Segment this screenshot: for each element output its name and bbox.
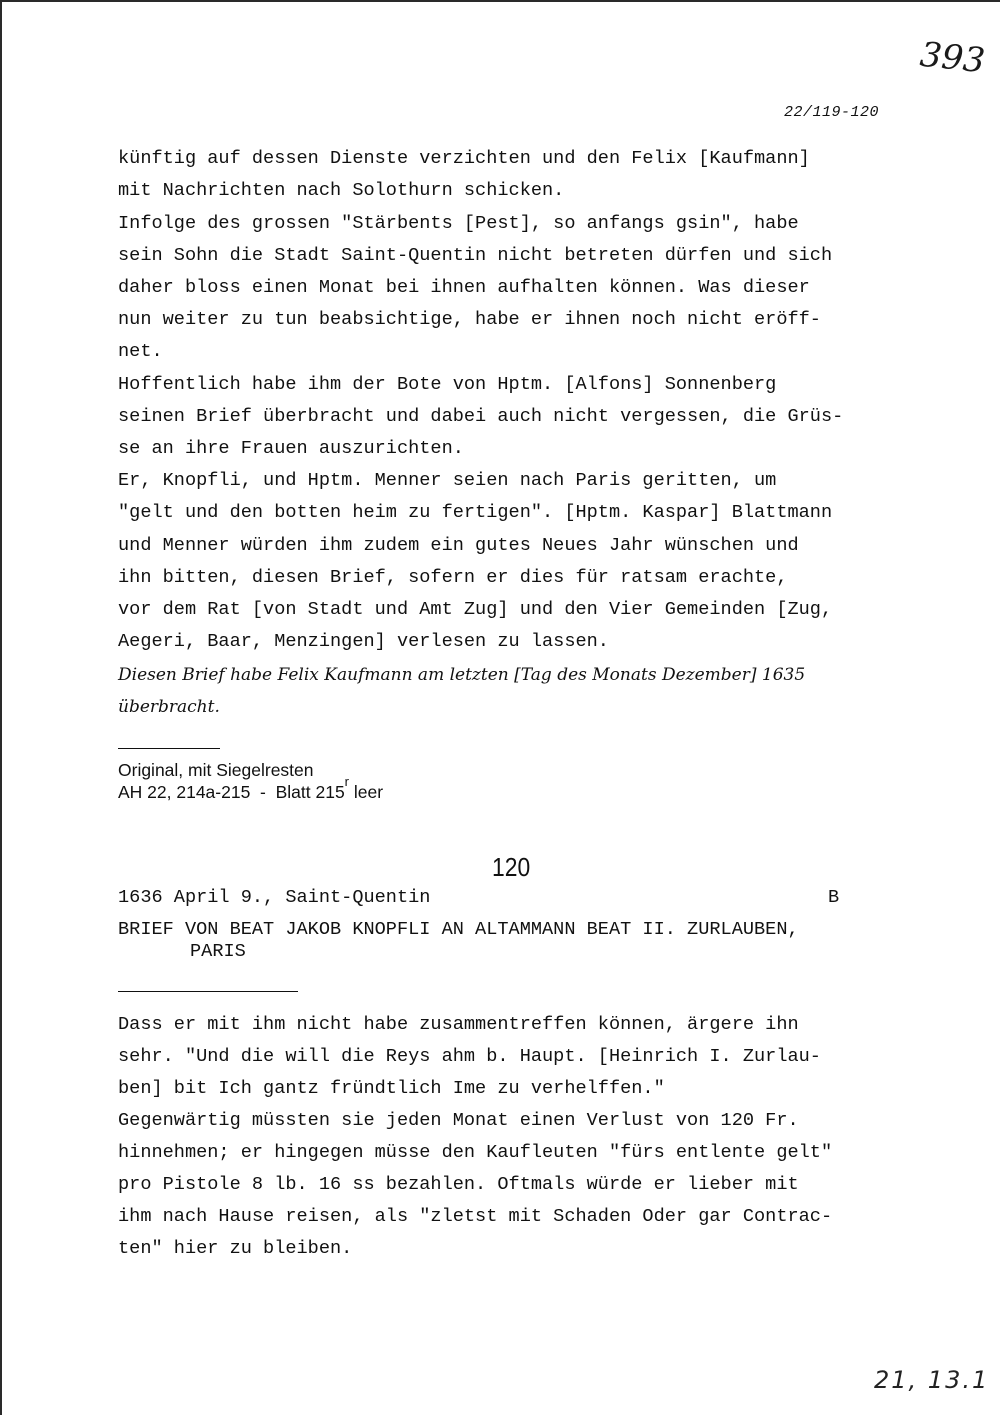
letter120-line: pro Pistole 8 lb. 16 ss bezahlen. Oftmals würde er lieber mit (118, 1174, 799, 1195)
letter120-line: hinnehmen; er hingegen müsse den Kaufleuten "fürs entlente gelt" (118, 1142, 833, 1163)
separator-rule (118, 748, 220, 749)
letter120-line: Dass er mit ihm nicht habe zusammentreffen können, ärgere ihn (118, 1014, 799, 1035)
letter119-line: se an ihre Frauen auszurichten. (118, 438, 464, 459)
letter120-line: ten" hier zu bleiben. (118, 1238, 353, 1259)
document-number: 120 (492, 852, 531, 882)
letter119-line: mit Nachrichten nach Solothurn schicken. (118, 180, 565, 201)
letter119-line: daher bloss einen Monat bei ihnen aufhalten können. Was dieser (118, 277, 810, 298)
document-heading: BRIEF VON BEAT JAKOB KNOPFLI AN ALTAMMANN BEAT II. ZURLAUBEN, (118, 919, 799, 940)
source-archive-ref: AH 22, 214a-215 - Blatt 215 (118, 782, 345, 802)
letter119-line: Hoffentlich habe ihm der Bote von Hptm. [Alfons] Sonnenberg (118, 374, 777, 395)
source-archive (118, 774, 384, 803)
letter120-line: ihm nach Hause reisen, als "zletst mit Schaden Oder gar Contrac- (118, 1206, 833, 1227)
date-place: 1636 April 9., Saint-Quentin (118, 887, 431, 908)
source-archive-suffix: leer (349, 782, 384, 802)
letter119-line: Aegeri, Baar, Menzingen] verlesen zu lassen. (118, 631, 609, 652)
letter120-line: Gegenwärtig müssten sie jeden Monat einen Verlust von 120 Fr. (118, 1110, 799, 1131)
letter120-line: ben] bit Ich gantz fründtlich Ime zu verhelffen." (118, 1078, 665, 1099)
letter119-line: sein Sohn die Stadt Saint-Quentin nicht betreten dürfen und sich (118, 245, 833, 266)
letter119-line: "gelt und den botten heim zu fertigen". [Hptm. Kaspar] Blattmann (118, 502, 833, 523)
letter119-line: net. (118, 341, 163, 362)
letter119-line: seinen Brief überbracht und dabei auch nicht vergessen, die Grüs- (118, 406, 844, 427)
recto-mark: r (344, 774, 350, 789)
letter119-line: Er, Knopfli, und Hptm. Menner seien nach Paris geritten, um (118, 470, 777, 491)
letter119-line: vor dem Rat [von Stadt und Amt Zug] und den Vier Gemeinden [Zug, (118, 599, 833, 620)
document-type: B (828, 887, 840, 908)
letter119-line: und Menner würden ihm zudem ein gutes Neues Jahr wünschen und (118, 535, 799, 556)
document-heading-cont: PARIS (190, 941, 246, 962)
handwritten-note: überbracht. (118, 697, 220, 717)
archive-stamp: 21, 13.1 (874, 1366, 990, 1394)
letter119-line: nun weiter zu tun beabsichtige, habe er ihnen noch nicht eröff- (118, 309, 821, 330)
scan-border-left (0, 0, 2, 1415)
letter119-line: Infolge des grossen "Stärbents [Pest], so anfangs gsin", habe (118, 213, 799, 234)
letter119-line: ihn bitten, diesen Brief, sofern er dies für ratsam erachte, (118, 567, 788, 588)
letter119-line: künftig auf dessen Dienste verzichten und den Felix [Kaufmann] (118, 148, 810, 169)
source-original: Original, mit Siegelresten (118, 760, 314, 780)
scan-border-top (0, 0, 1000, 2)
page-reference: 22/119-120 (784, 104, 880, 121)
handwritten-note: Diesen Brief habe Felix Kaufmann am letzten [Tag des Monats Dezember] 1635 (118, 665, 806, 685)
folio-number: 393 (918, 34, 987, 82)
letter120-line: sehr. "Und die will die Reys ahm b. Haupt. [Heinrich I. Zurlau- (118, 1046, 821, 1067)
separator-rule (118, 991, 298, 992)
